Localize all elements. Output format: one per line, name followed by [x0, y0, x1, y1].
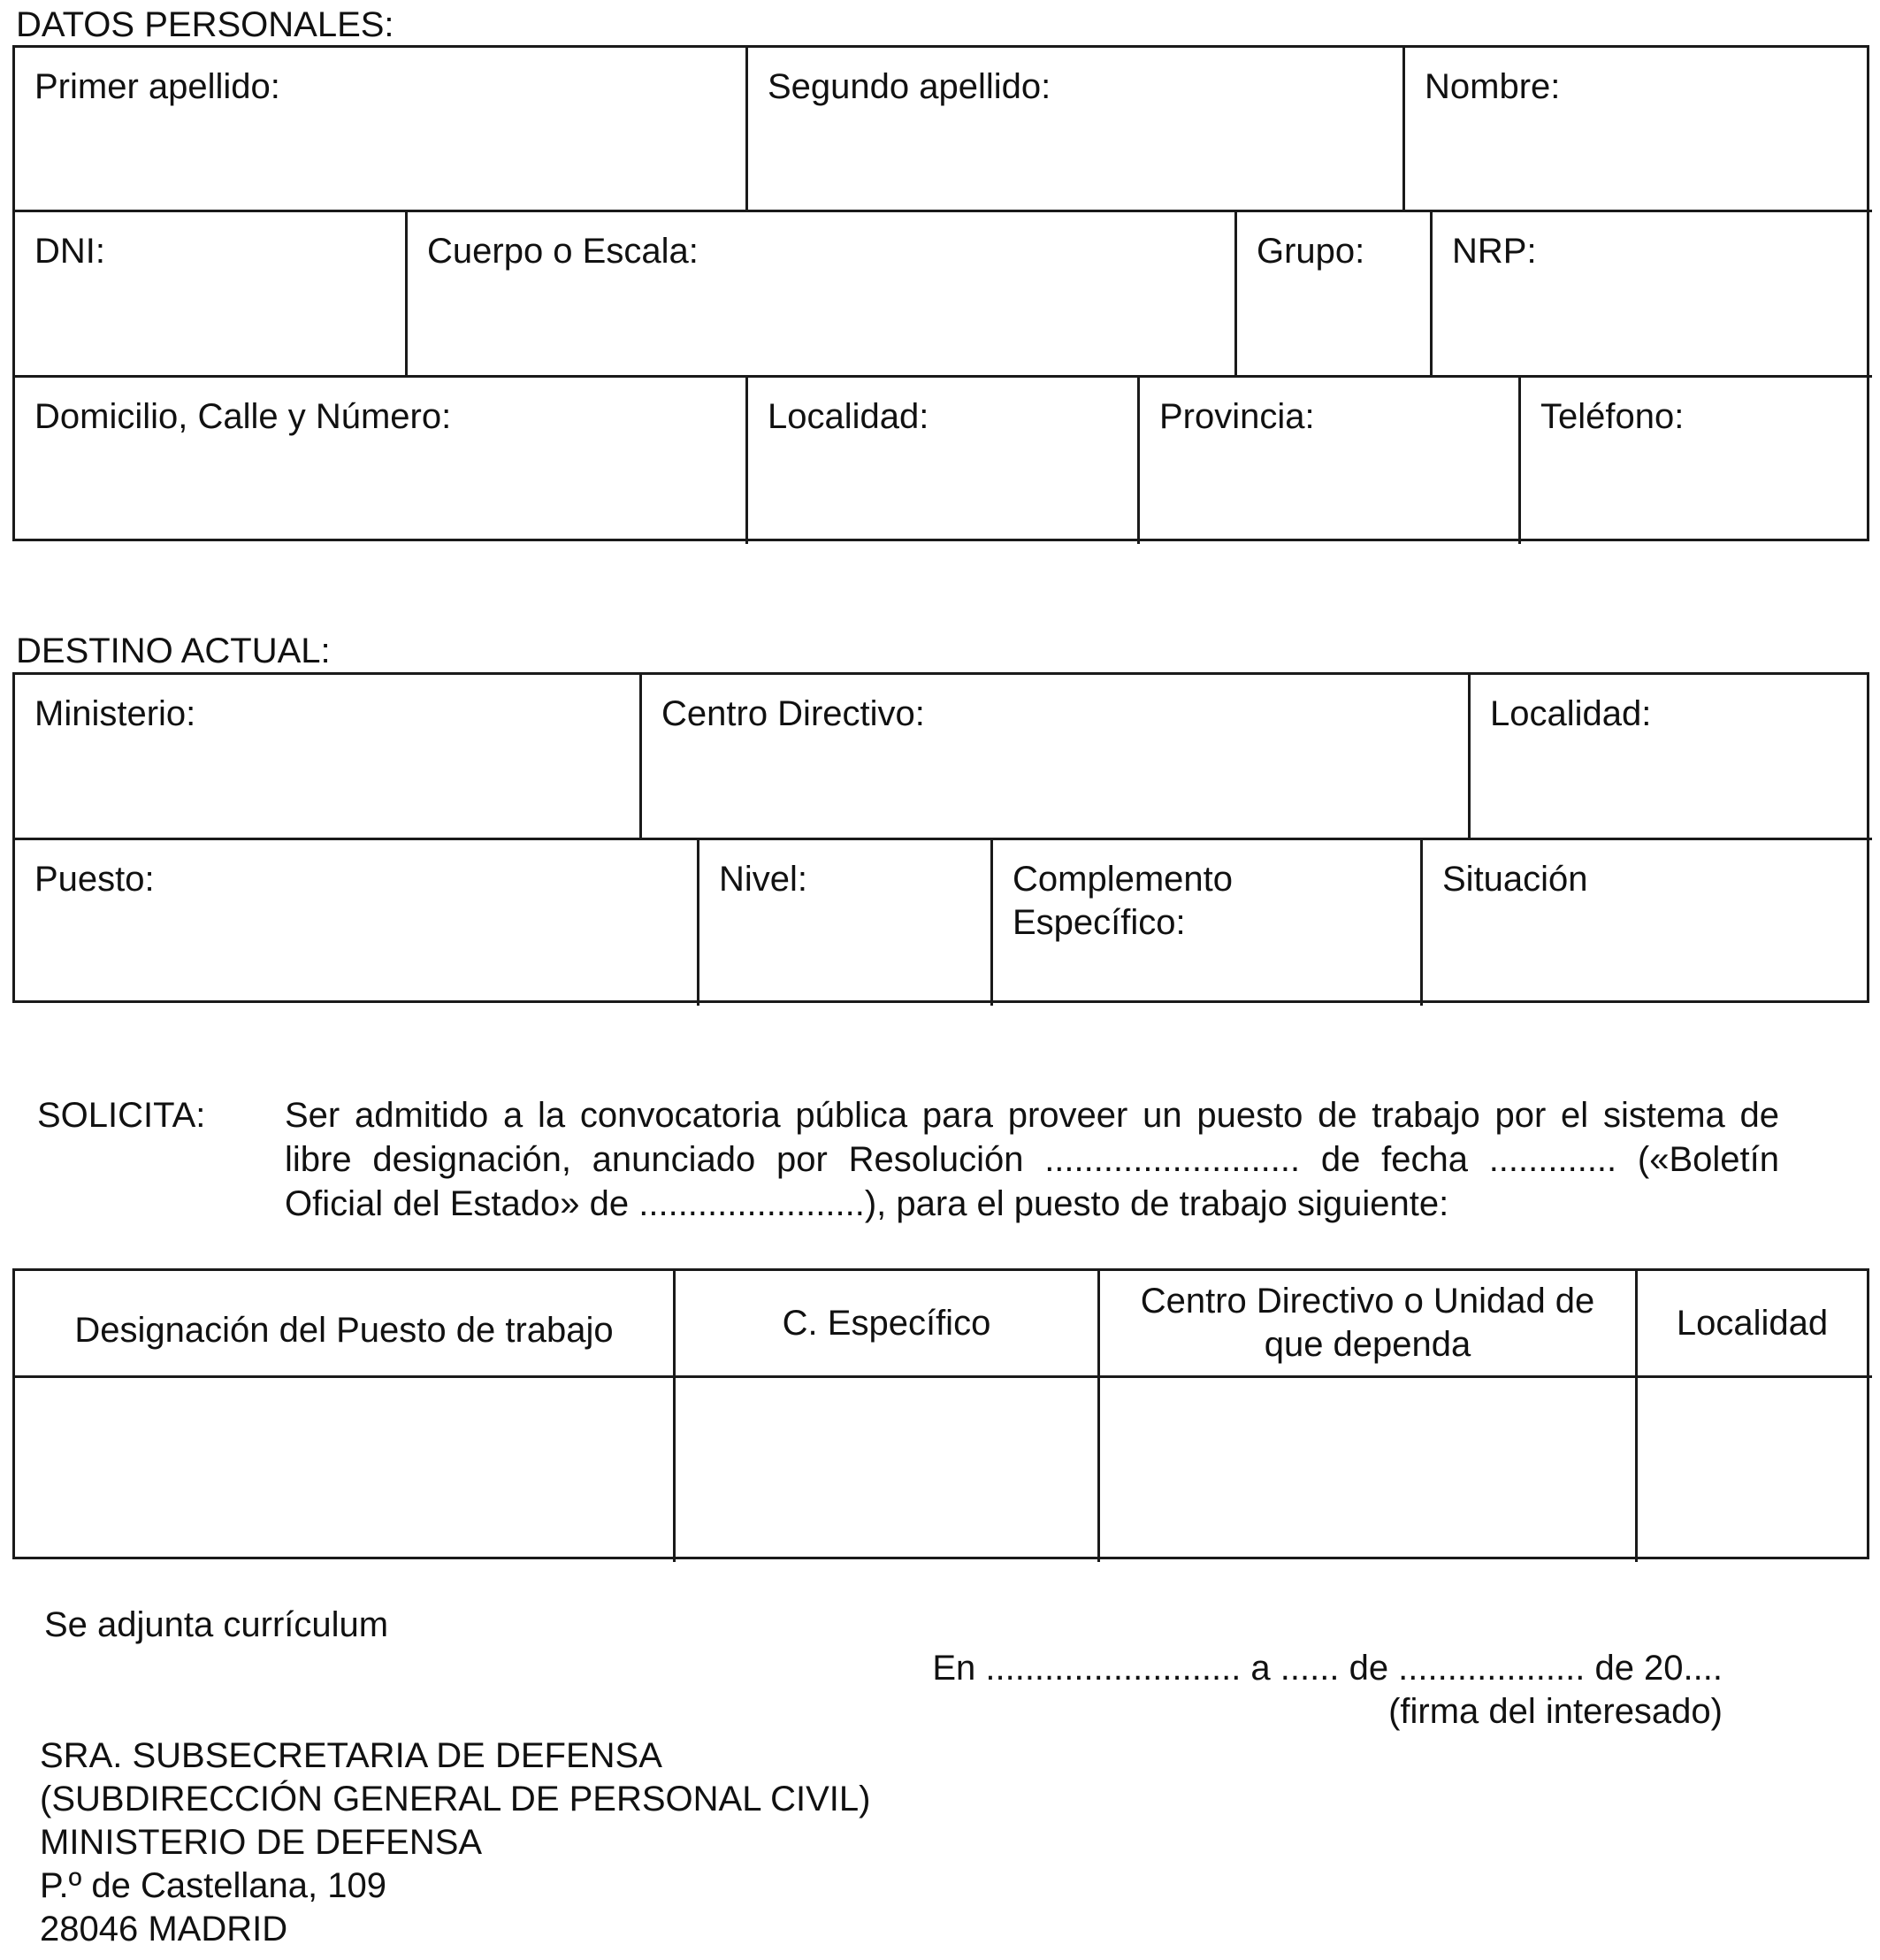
header-text: Centro Directivo o Unidad de	[1140, 1282, 1595, 1321]
field-label	[1013, 858, 1233, 945]
header-text: Designación del Puesto de trabajo	[74, 1310, 614, 1350]
field-label: Situación	[1442, 860, 1588, 899]
field-label: Localidad:	[1490, 694, 1652, 733]
field-localidad[interactable]	[748, 378, 1137, 541]
header-localidad	[1638, 1271, 1867, 1375]
input-especifico[interactable]	[676, 1378, 1097, 1559]
field-destino-localidad[interactable]	[1471, 675, 1867, 838]
input-localidad[interactable]	[1638, 1378, 1867, 1559]
field-label: Puesto:	[34, 860, 155, 899]
field-label: DNI:	[34, 232, 105, 271]
address-line: MINISTERIO DE DEFENSA	[40, 1823, 483, 1862]
field-label: Nivel:	[719, 860, 808, 899]
field-label: Domicilio, Calle y Número:	[34, 397, 452, 436]
firma-label: (firma del interesado)	[1388, 1692, 1723, 1731]
header-text: Localidad	[1676, 1303, 1829, 1343]
field-label: Segundo apellido:	[768, 67, 1051, 106]
header-text: C. Específico	[782, 1303, 991, 1343]
field-label: NRP:	[1452, 232, 1537, 271]
section-heading-destino-actual: DESTINO ACTUAL:	[16, 632, 331, 670]
field-label: Centro Directivo:	[661, 694, 925, 733]
field-segundo-apellido[interactable]	[748, 48, 1402, 210]
section-heading-datos-personales: DATOS PERSONALES:	[16, 5, 394, 44]
address-line: (SUBDIRECCIÓN GENERAL DE PERSONAL CIVIL)	[40, 1780, 871, 1818]
field-situacion[interactable]	[1423, 840, 1867, 1003]
field-label: Grupo:	[1257, 232, 1365, 271]
header-text: que dependa	[1264, 1325, 1471, 1364]
curriculum-note: Se adjunta currículum	[44, 1605, 389, 1644]
field-label: Nombre:	[1425, 67, 1561, 106]
solicita-text: Ser admitido a la convocatoria pública para proveer un puesto de trabajo por el sistema de libre designación, anunciado por Resolución .......................... de fecha ............. («Boletín Oficial del Estado» de .......................), para el puesto de trabajo siguiente:	[285, 1096, 1779, 1223]
field-nombre[interactable]	[1405, 48, 1867, 210]
field-complemento-especifico[interactable]	[993, 840, 1420, 1003]
field-label: Teléfono:	[1540, 397, 1685, 436]
header-designacion	[15, 1278, 673, 1382]
solicita-label: SOLICITA:	[37, 1096, 206, 1135]
field-label: Primer apellido:	[34, 67, 280, 106]
header-especifico	[676, 1271, 1097, 1375]
field-grupo[interactable]	[1237, 212, 1430, 375]
field-label: Cuerpo o Escala:	[427, 232, 699, 271]
field-label-line: Complemento	[1013, 860, 1234, 899]
field-dni[interactable]	[15, 212, 405, 375]
field-nrp[interactable]	[1433, 212, 1867, 375]
input-centro-directivo[interactable]	[1100, 1378, 1635, 1559]
field-label: Provincia:	[1159, 397, 1315, 436]
puesto-solicitado-table	[12, 1268, 1869, 1559]
destino-actual-table	[12, 672, 1869, 1003]
field-centro-directivo[interactable]	[642, 675, 1468, 838]
field-primer-apellido[interactable]	[15, 48, 745, 210]
field-ministerio[interactable]	[15, 675, 639, 838]
field-telefono[interactable]	[1521, 378, 1867, 541]
address-line: P.º de Castellana, 109	[40, 1866, 386, 1905]
address-line: SRA. SUBSECRETARIA DE DEFENSA	[40, 1736, 662, 1775]
datos-personales-table	[12, 45, 1869, 541]
field-provincia[interactable]	[1140, 378, 1518, 541]
field-nivel[interactable]	[699, 840, 990, 1003]
field-puesto[interactable]	[15, 840, 697, 1003]
field-label: Ministerio:	[34, 694, 196, 733]
address-block	[40, 1734, 870, 1951]
field-cuerpo-escala[interactable]	[408, 212, 1234, 375]
header-centro-directivo	[1100, 1271, 1635, 1375]
field-label: Localidad:	[768, 397, 929, 436]
input-designacion[interactable]	[15, 1378, 673, 1559]
address-line: 28046 MADRID	[40, 1910, 288, 1949]
field-domicilio[interactable]	[15, 378, 745, 541]
fecha-line: En .......................... a ...... de ................... de 20....	[932, 1649, 1723, 1688]
field-label-line: Específico:	[1013, 902, 1186, 942]
